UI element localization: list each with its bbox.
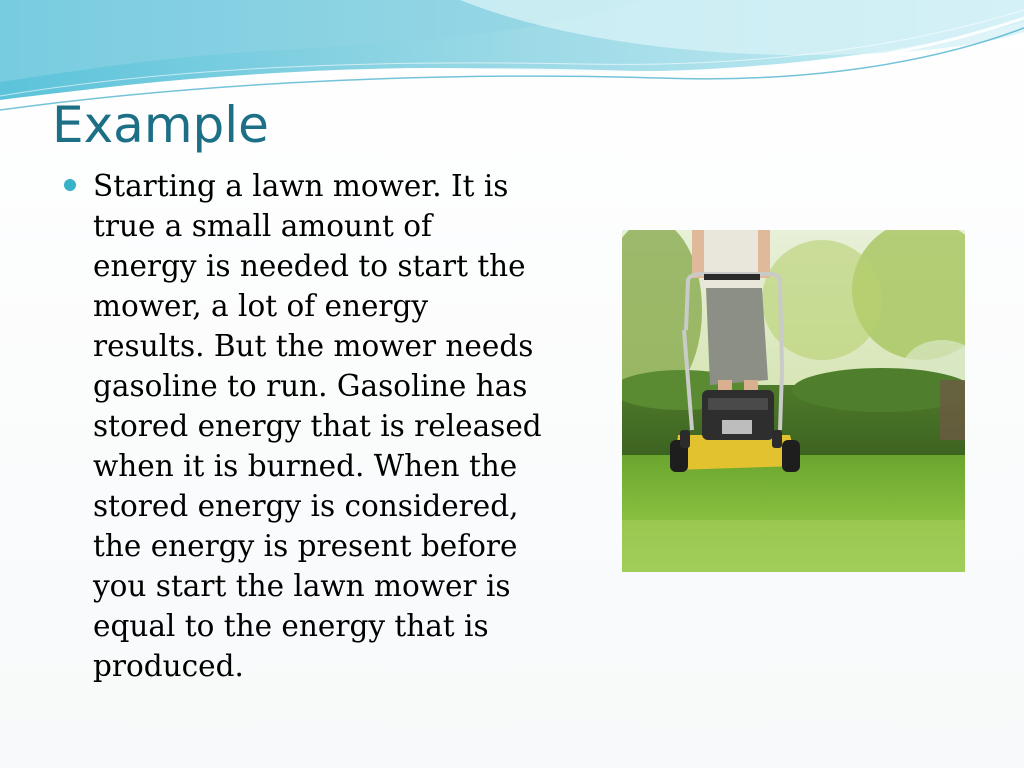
bullet-list xyxy=(64,166,584,686)
lawn-mower-photo xyxy=(622,230,965,572)
slide-title: Example xyxy=(52,96,269,154)
bullet-text: Starting a lawn mower. It is true a small amount of energy is needed to start the mower, a lot of energy results. But the mower needs gasoline to run. Gasoline has stored energy that is released when it is burned. When the stored energy is considered, the energy is present before you start the lawn mower is equal to the energy that is produced. xyxy=(93,169,542,683)
bullet-dot-icon xyxy=(64,179,76,191)
bullet-item xyxy=(64,166,584,686)
